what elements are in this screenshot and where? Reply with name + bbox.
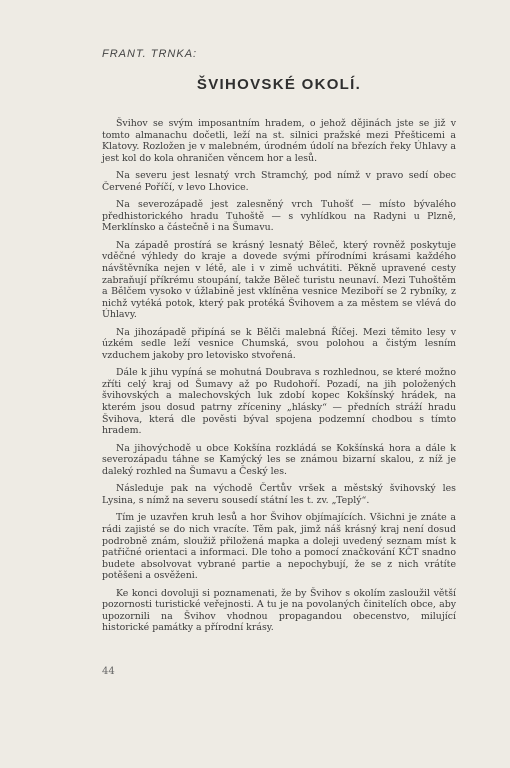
article-title: ŠVIHOVSKÉ OKOLÍ. [196,76,362,93]
article-body [102,118,456,634]
paragraph: Na jihovýchodě u obce Kokšína rozkládá se Kokšínská hora a dále k severozápadu táhne se Kamýcký les se známou bizarní skalou, z níž je daleký rozhled na Šumavu a Český les. [102,442,456,477]
paragraph: Na západě prostírá se krásný lesnatý Běleč, který rovněž poskytuje vděčné výhledy do kraje a dovede svými přírodními krásami každého návštěvníka nejen v létě, ale i v zimě uchvátiti. Pěkně upravené cesty zabraňují příkrému stoupání, takže Běleč turistu neunaví. Mezi Tuhoštěm a Bělčem vysoko v úžlabině jest vklíněna vesnice Meziboří se 2 rybníky, z nichž vytéká potok, který pak protéká Švihovem a za městem se vlévá do Úhlavy. [102,239,456,321]
paragraph: Na severozápadě jest zalesněný vrch Tuhošť — místo bývalého předhistorického hradu Tuhoště — s vyhlídkou na Radyni u Plzně, Merklínsko a částečně i na Šumavu. [102,199,456,234]
paragraph: Tím je uzavřen kruh lesů a hor Švihov objímajících. Všichni je znáte a rádi zajisté se do nich vracíte. Těm pak, jimž náš krásný kraj není dosud podrobně znám, sloužiž přiložená mapka a doleji uvedený seznam míst k patřičné orientaci a informaci. Dle toho a pomocí značkování KČT snadno budete absolvovat vybrané partie a nepochybují, že se z nich vrátíte potěšeni a osvěženi. [102,512,456,582]
paragraph: Na severu jest lesnatý vrch Stramchý, pod nímž v pravo sedí obec Červené Poříčí, v levo Lhovice. [102,170,456,193]
paragraph: Následuje pak na východě Čertův vršek a městský švihovský les Lysina, s nímž na severu sousedí státní les t. zv. „Teplý“. [102,483,456,506]
paragraph: Švihov se svým imposantním hradem, o jehož dějinách jste se již v tomto almanachu dočetli, leží na st. silnici pražské mezi Přešticemi a Klatovy. Rozložen je v malebném, úrodném údolí na březích řeky Úhlavy a jest kol do kola ohraničen věncem hor a lesů. [102,118,456,164]
page-number: 44 [102,666,115,677]
paragraph: Ke konci dovoluji si poznamenati, že by Švihov s okolím zasloužil větší pozornosti turistické veřejnosti. A tu je na povolaných činitelích obce, aby upozornili na Švihov vhodnou propagandou obecenstvo, milující historické památky a přírodní krásy. [102,587,456,634]
author-name: FRANT. TRNKA: [102,48,198,60]
paragraph: Na jihozápadě připíná se k Bělči malebná Říčej. Mezi těmito lesy v úzkém sedle leží vesnice Chumská, svou polohou a čistým lesním vzduchem jakoby pro letovisko stvořená. [102,326,456,361]
paragraph: Dále k jihu vypíná se mohutná Doubrava s rozhlednou, se které možno zříti celý kraj od Šumavy až po Rudohoří. Pozadí, na jih položených švihovských a malechovských luk zdobí kopec Kokšínský hrádek, na kterém jsou dosud patrny zříceniny „hlásky“ — předních stráží hradu Švihova, která dle pověsti býval spojena podzemní chodbou s tímto hradem. [102,367,456,437]
